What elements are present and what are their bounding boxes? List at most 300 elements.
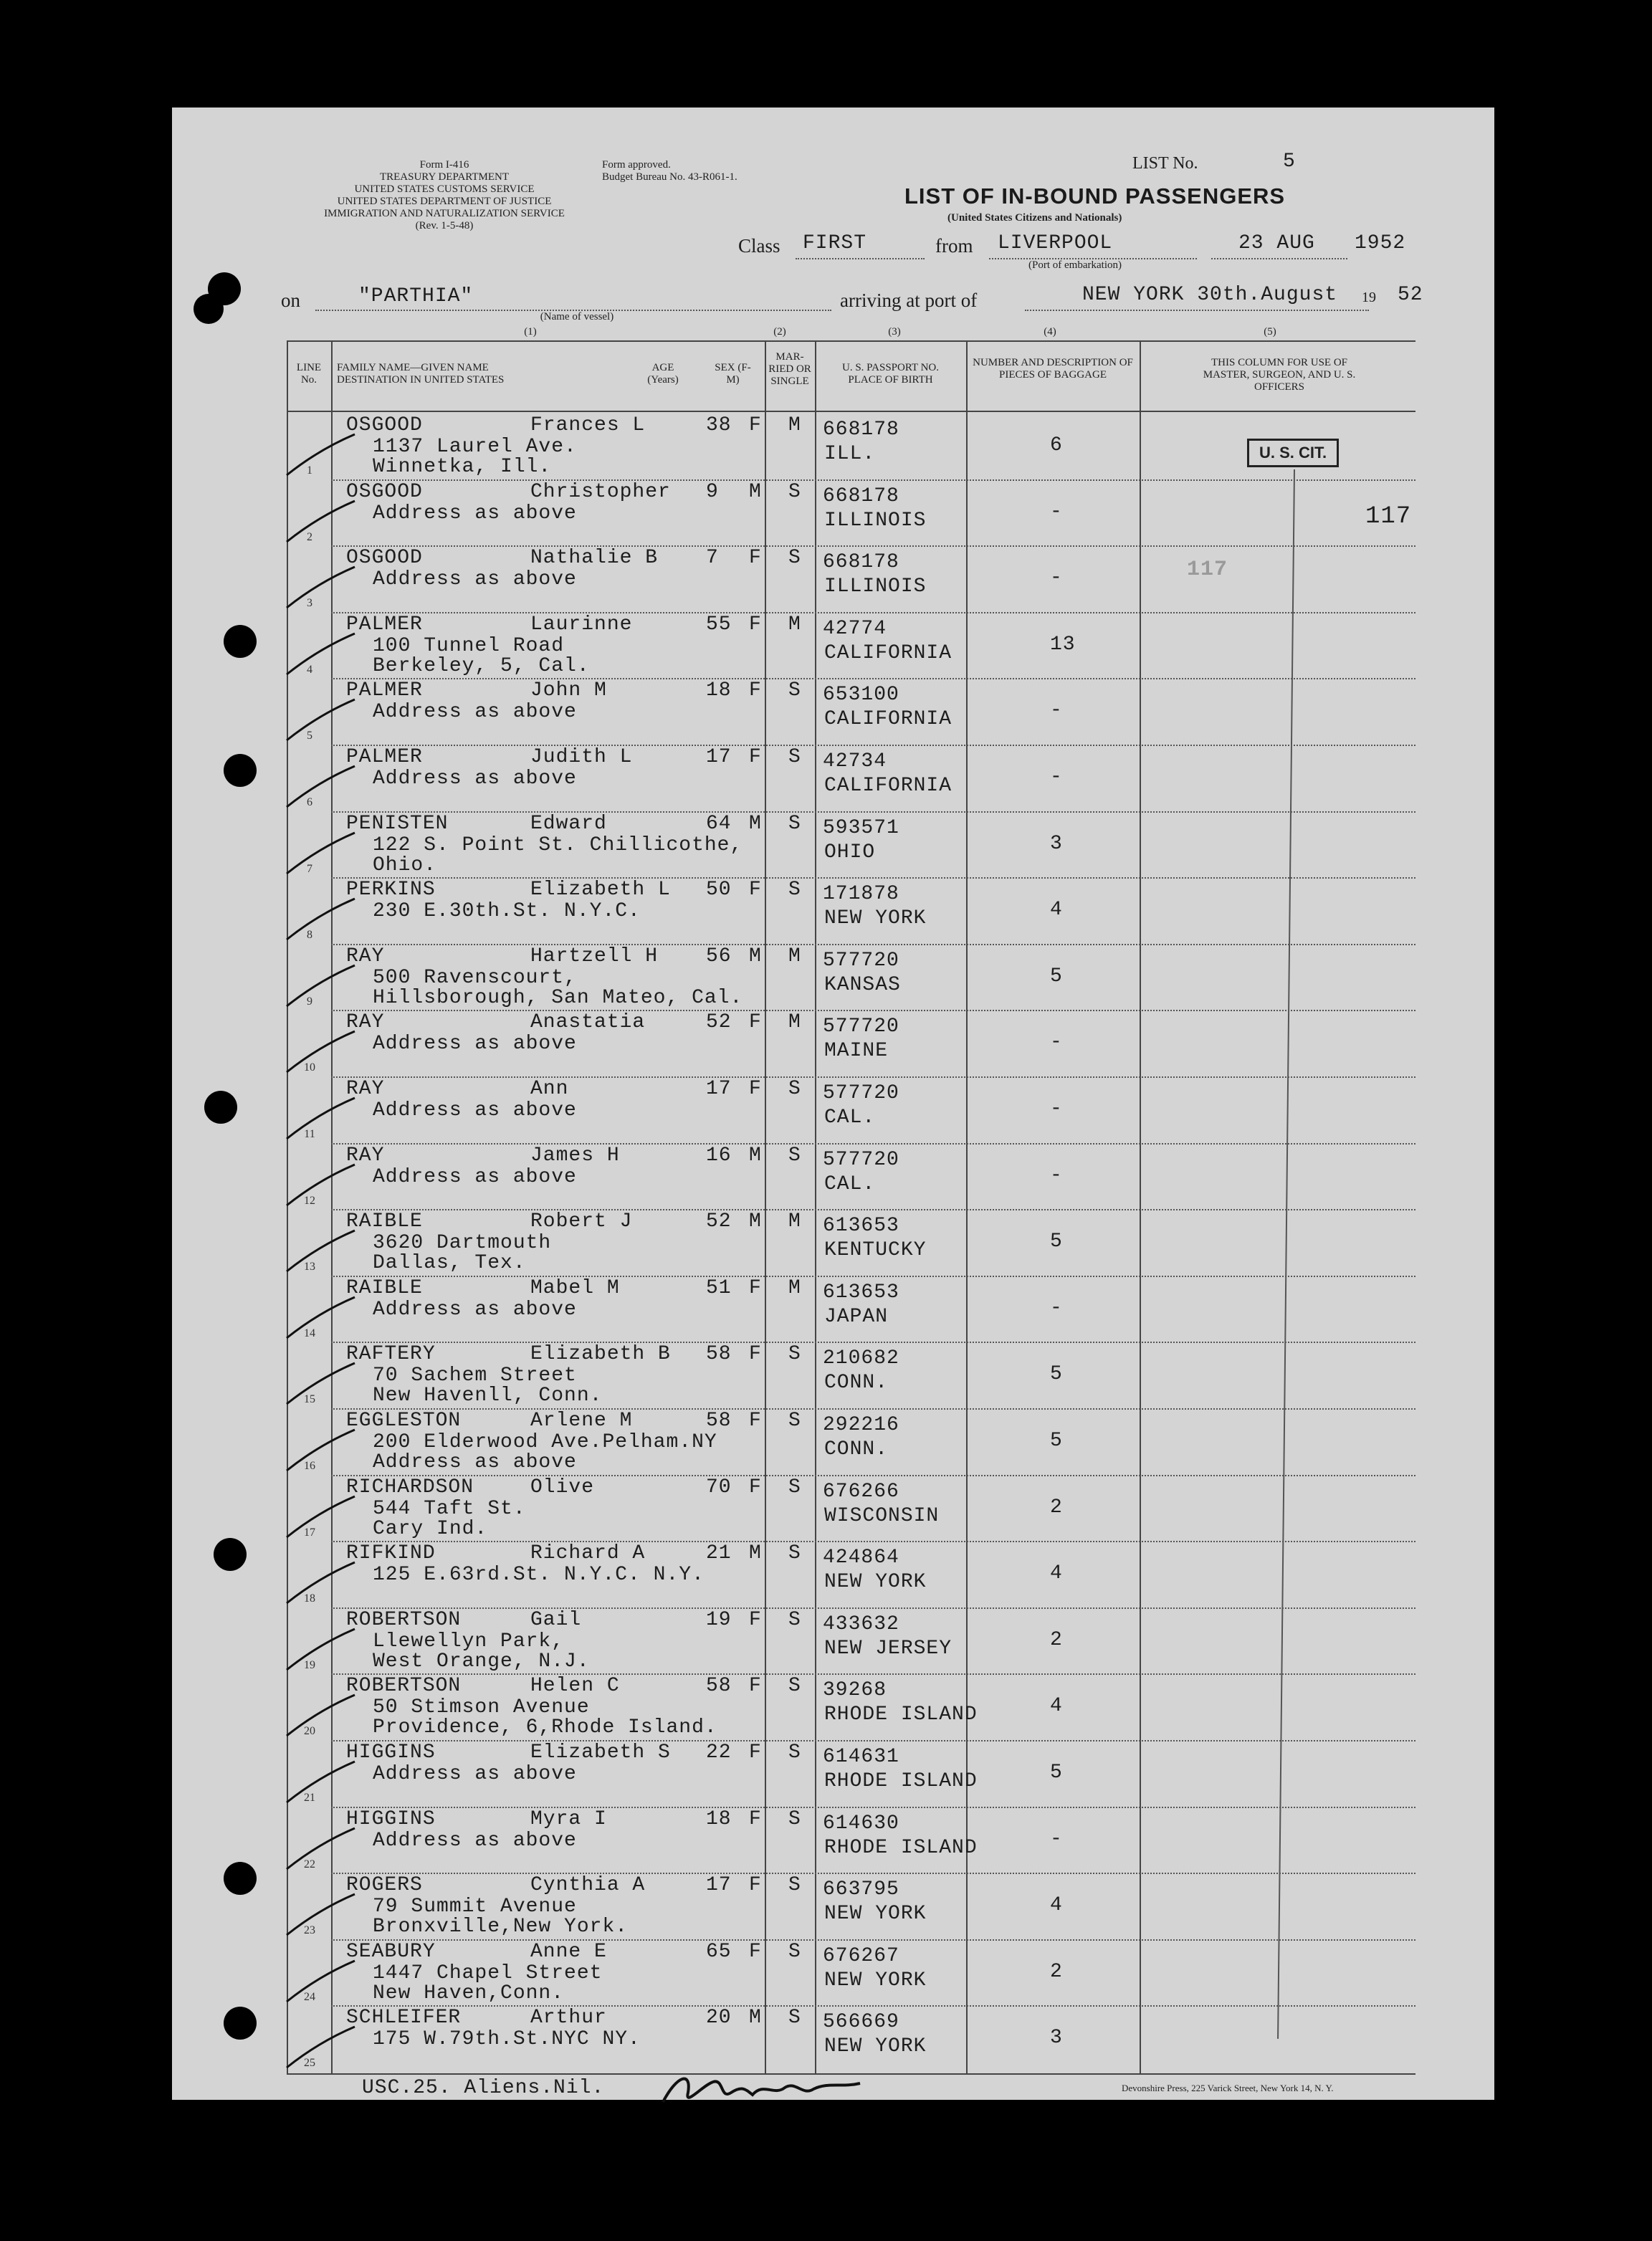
age: 21: [706, 1542, 732, 1565]
passport-number: 171878: [823, 883, 899, 906]
form-id-block: [287, 159, 602, 232]
place-of-birth: KANSAS: [824, 973, 901, 996]
revision-line: (Rev. 1-5-48): [415, 220, 474, 231]
given-name: Hartzell H: [530, 945, 659, 967]
col-divider: [1140, 340, 1141, 2075]
marital-status: S: [788, 1874, 801, 1897]
place-of-birth: WISCONSIN: [824, 1504, 940, 1527]
address-line-2: Cary Ind.: [373, 1517, 488, 1540]
col-header-name: FAMILY NAME—GIVEN NAME DESTINATION IN UNITED STATES: [337, 362, 505, 386]
age: 58: [706, 1343, 732, 1366]
check-mark: [283, 1424, 369, 1474]
arrival-value: NEW YORK 30th.August: [1082, 284, 1338, 306]
line-number: 19: [304, 1658, 315, 1671]
given-name: Anastatia: [530, 1011, 646, 1034]
check-mark: [283, 1689, 369, 1739]
address-line-1: Address as above: [373, 1829, 577, 1852]
list-label: LIST No.: [1132, 154, 1198, 173]
age: 38: [706, 414, 732, 436]
punch-hole: [214, 1538, 247, 1571]
page-subtitle: (United States Citizens and Nationals): [947, 212, 1122, 224]
line-number: 16: [304, 1460, 315, 1472]
line-number: 1: [307, 464, 312, 477]
given-name: Mabel M: [530, 1276, 620, 1299]
given-name: Laurinne: [530, 613, 633, 636]
check-mark: [283, 1291, 369, 1342]
sex: F: [749, 1410, 762, 1432]
baggage-count: 5: [1050, 965, 1063, 988]
passport-number: 577720: [823, 949, 899, 972]
side-number: 117: [1365, 503, 1412, 530]
passport-number: 39268: [823, 1679, 887, 1702]
line-number: 14: [304, 1327, 315, 1339]
place-of-birth: RHODE ISLAND: [824, 1836, 978, 1859]
family-name: PERKINS: [346, 879, 436, 902]
baggage-count: 13: [1050, 633, 1076, 656]
check-mark: [283, 1756, 369, 1806]
line-number: 24: [304, 1990, 315, 2003]
given-name: Anne E: [530, 1940, 607, 1963]
place-of-birth: NEW YORK: [824, 907, 927, 930]
place-of-birth: NEW YORK: [824, 1969, 927, 1992]
marital-status: M: [788, 414, 801, 436]
passport-number: 668178: [823, 484, 899, 507]
place-of-birth: RHODE ISLAND: [824, 1704, 978, 1726]
age: 50: [706, 879, 732, 902]
arrival-year-prefix: 19: [1362, 290, 1376, 305]
place-of-birth: MAINE: [824, 1040, 889, 1063]
given-name: Edward: [530, 812, 607, 835]
treasury-line: TREASURY DEPARTMENT: [379, 171, 510, 183]
row-divider: [331, 1076, 1415, 1078]
address-line-1: 230 E.30th.St. N.Y.C.: [373, 900, 641, 923]
passport-number: 613653: [823, 1281, 899, 1304]
given-name: Ann: [530, 1078, 569, 1100]
age: 17: [706, 1874, 732, 1897]
sex: F: [749, 613, 762, 636]
check-mark: [283, 628, 369, 678]
address-line-1: Address as above: [373, 1033, 577, 1056]
age: 64: [706, 812, 732, 835]
address-line-1: 100 Tunnel Road: [373, 634, 565, 657]
row-divider: [331, 1740, 1415, 1741]
sex: M: [749, 2007, 762, 2030]
address-line-1: 50 Stimson Avenue: [373, 1696, 590, 1719]
sex: F: [749, 1276, 762, 1299]
marital-status: S: [788, 1940, 801, 1963]
line-number: 17: [304, 1526, 315, 1539]
col-divider: [765, 340, 766, 2075]
age: 7: [706, 547, 719, 570]
punch-hole: [224, 1862, 257, 1895]
baggage-count: 4: [1050, 1894, 1063, 1917]
family-name: RAY: [346, 1078, 385, 1100]
year-value: 1952: [1355, 232, 1406, 254]
given-name: James H: [530, 1144, 620, 1167]
address-line-1: Address as above: [373, 502, 577, 525]
address-line-1: 122 S. Point St. Chillicothe,: [373, 833, 743, 856]
row-divider: [331, 1342, 1415, 1343]
age: 70: [706, 1476, 732, 1499]
address-line-1: Llewellyn Park,: [373, 1630, 565, 1653]
family-name: ROBERTSON: [346, 1675, 462, 1698]
baggage-count: 4: [1050, 1562, 1063, 1585]
passport-number: 424864: [823, 1547, 899, 1569]
officer-signature: [659, 2068, 867, 2111]
marital-status: S: [788, 547, 801, 570]
marital-status: S: [788, 1343, 801, 1366]
address-line-1: 1447 Chapel Street: [373, 1962, 603, 1984]
age: 17: [706, 746, 732, 768]
marital-status: S: [788, 746, 801, 768]
address-line-1: 500 Ravenscourt,: [373, 966, 577, 989]
arrival-year: 52: [1398, 284, 1423, 306]
place-of-birth: JAPAN: [824, 1305, 889, 1328]
line-number: 25: [304, 2057, 315, 2070]
marital-status: M: [788, 1276, 801, 1299]
address-line-1: 544 Taft St.: [373, 1497, 526, 1520]
check-mark: [283, 1357, 369, 1408]
row-divider: [331, 944, 1415, 945]
form-number: Form I-416: [419, 159, 469, 171]
baggage-count: 2: [1050, 1496, 1063, 1519]
given-name: Nathalie B: [530, 547, 659, 570]
given-name: Frances L: [530, 414, 646, 436]
sex: M: [749, 945, 762, 967]
punch-hole: [204, 1091, 237, 1124]
family-name: PALMER: [346, 613, 423, 636]
family-name: RAIBLE: [346, 1210, 423, 1233]
on-label: on: [281, 290, 300, 311]
baggage-count: -: [1050, 699, 1063, 722]
line-number: 18: [304, 1592, 315, 1605]
arrival-underline: [1025, 310, 1369, 311]
footer-summary: USC.25. Aliens.Nil.: [362, 2077, 605, 2099]
family-name: PALMER: [346, 746, 423, 768]
baggage-count: -: [1050, 1164, 1063, 1187]
address-line-1: 3620 Dartmouth: [373, 1232, 552, 1255]
sex: F: [749, 414, 762, 436]
age: 55: [706, 613, 732, 636]
address-line-2: West Orange, N.J.: [373, 1650, 590, 1673]
from-label: from: [935, 235, 973, 257]
age: 58: [706, 1410, 732, 1432]
ins-line: IMMIGRATION AND NATURALIZATION SERVICE: [324, 208, 565, 219]
line-number: 15: [304, 1393, 315, 1406]
age: 9: [706, 480, 719, 503]
col-num: (2): [773, 326, 786, 338]
marital-status: M: [788, 1210, 801, 1233]
check-mark: [283, 1026, 369, 1076]
sex: F: [749, 746, 762, 768]
baggage-count: 4: [1050, 1695, 1063, 1718]
faded-number: 117: [1187, 558, 1228, 582]
place-of-birth: ILLINOIS: [824, 575, 927, 598]
sex: M: [749, 1144, 762, 1167]
given-name: Elizabeth L: [530, 879, 671, 902]
baggage-count: 4: [1050, 899, 1063, 922]
address-line-2: Address as above: [373, 1451, 577, 1473]
age: 22: [706, 1741, 732, 1764]
col-header-officers: THIS COLUMN FOR USE OF MASTER, SURGEON, AND U. S. OFFICERS: [1203, 357, 1356, 393]
marital-status: S: [788, 1542, 801, 1565]
baggage-count: 6: [1050, 434, 1063, 457]
passport-number: 614631: [823, 1746, 899, 1768]
col-num: (4): [1044, 326, 1056, 338]
passport-number: 676266: [823, 1480, 899, 1503]
port-caption: (Port of embarkation): [1028, 259, 1122, 271]
place-of-birth: OHIO: [824, 841, 876, 864]
sex: M: [749, 812, 762, 835]
family-name: SCHLEIFER: [346, 2007, 462, 2030]
place-of-birth: CONN.: [824, 1438, 889, 1461]
check-mark: [283, 2021, 369, 2071]
row-divider: [331, 1276, 1415, 1277]
marital-status: S: [788, 1144, 801, 1167]
line-number: 12: [304, 1194, 315, 1207]
passport-number: 613653: [823, 1215, 899, 1238]
age: 65: [706, 1940, 732, 1963]
given-name: Arlene M: [530, 1410, 633, 1432]
address-line-1: Address as above: [373, 1165, 577, 1188]
row-divider: [331, 1010, 1415, 1011]
passport-number: 42774: [823, 617, 887, 640]
marital-status: S: [788, 879, 801, 902]
baggage-count: 2: [1050, 1628, 1063, 1651]
baggage-count: -: [1050, 1296, 1063, 1319]
marital-status: S: [788, 1078, 801, 1100]
sex: F: [749, 1940, 762, 1963]
page-title: LIST OF IN-BOUND PASSENGERS: [904, 183, 1286, 209]
check-mark: [283, 893, 369, 943]
address-line-1: 1137 Laurel Ave.: [373, 436, 577, 458]
passport-number: 676267: [823, 1944, 899, 1967]
sex: F: [749, 879, 762, 902]
line-number: 20: [304, 1725, 315, 1738]
customs-line: UNITED STATES CUSTOMS SERVICE: [354, 183, 535, 195]
check-mark: [283, 960, 369, 1010]
address-line-2: Hillsborough, San Mateo, Cal.: [373, 986, 743, 1009]
baggage-count: 5: [1050, 1231, 1063, 1253]
row-divider: [331, 1807, 1415, 1808]
row-divider: [331, 1607, 1415, 1609]
list-number: 5: [1283, 150, 1296, 173]
family-name: ROGERS: [346, 1874, 423, 1897]
given-name: John M: [530, 679, 607, 702]
address-line-1: 70 Sachem Street: [373, 1365, 577, 1387]
family-name: RAY: [346, 945, 385, 967]
table-top-border: [287, 340, 1415, 342]
age: 58: [706, 1675, 732, 1698]
bureau-line: Budget Bureau No. 43-R061-1.: [602, 171, 737, 183]
age: 16: [706, 1144, 732, 1167]
class-underline: [796, 258, 925, 259]
family-name: RAY: [346, 1144, 385, 1167]
line-number: 11: [304, 1128, 315, 1140]
sex: F: [749, 1741, 762, 1764]
family-name: OSGOOD: [346, 414, 423, 436]
sex: F: [749, 1343, 762, 1366]
family-name: RAIBLE: [346, 1276, 423, 1299]
given-name: Elizabeth S: [530, 1741, 671, 1764]
line-number: 10: [304, 1061, 315, 1074]
baggage-count: -: [1050, 1098, 1063, 1120]
address-line-1: Address as above: [373, 1099, 577, 1122]
age: 18: [706, 1807, 732, 1830]
check-mark: [283, 1225, 369, 1275]
row-divider: [331, 1673, 1415, 1675]
passport-number: 577720: [823, 1148, 899, 1171]
line-number: 13: [304, 1261, 315, 1274]
marital-status: M: [788, 613, 801, 636]
marital-status: S: [788, 812, 801, 835]
line-number: 6: [307, 796, 312, 808]
check-mark: [283, 1557, 369, 1607]
punch-hole: [224, 754, 257, 787]
marital-status: M: [788, 1011, 801, 1034]
approval-block: [602, 159, 737, 183]
address-line-1: 125 E.63rd.St. N.Y.C. N.Y.: [373, 1564, 705, 1587]
family-name: EGGLESTON: [346, 1410, 462, 1432]
marital-status: S: [788, 1410, 801, 1432]
address-line-2: Providence, 6,Rhode Island.: [373, 1716, 717, 1739]
given-name: Myra I: [530, 1807, 607, 1830]
family-name: RAY: [346, 1011, 385, 1034]
marital-status: S: [788, 1807, 801, 1830]
age: 19: [706, 1608, 732, 1631]
address-line-2: Dallas, Tex.: [373, 1252, 526, 1275]
justice-line: UNITED STATES DEPARTMENT OF JUSTICE: [337, 196, 552, 207]
passport-number: 210682: [823, 1347, 899, 1370]
address-line-1: Address as above: [373, 1763, 577, 1785]
sex: F: [749, 1078, 762, 1100]
family-name: RIFKIND: [346, 1542, 436, 1565]
row-divider: [331, 545, 1415, 547]
baggage-count: -: [1050, 1827, 1063, 1850]
check-mark: [283, 694, 369, 744]
place-of-birth: NEW YORK: [824, 1571, 927, 1594]
passport-number: 577720: [823, 1016, 899, 1038]
marital-status: S: [788, 1608, 801, 1631]
place-of-birth: ILLINOIS: [824, 509, 927, 532]
col-header-married: MAR-RIED OR SINGLE: [768, 351, 811, 387]
age: 52: [706, 1210, 732, 1233]
place-of-birth: NEW YORK: [824, 1903, 927, 1926]
address-line-1: Address as above: [373, 1298, 577, 1321]
marital-status: S: [788, 480, 801, 503]
check-mark: [283, 827, 369, 877]
sex: F: [749, 1807, 762, 1830]
address-line-2: New Havenll, Conn.: [373, 1385, 603, 1408]
marital-status: S: [788, 1476, 801, 1499]
passport-number: 668178: [823, 419, 899, 441]
place-of-birth: RHODE ISLAND: [824, 1770, 978, 1792]
port-value: LIVERPOOL: [998, 232, 1113, 254]
address-line-1: Address as above: [373, 568, 577, 591]
line-number: 3: [307, 597, 312, 610]
place-of-birth: ILL.: [824, 443, 876, 465]
line-number: 9: [307, 995, 312, 1008]
passport-number: 566669: [823, 2011, 899, 2034]
line-number: 2: [307, 530, 312, 543]
check-mark: [283, 1092, 369, 1142]
family-name: HIGGINS: [346, 1741, 436, 1764]
row-divider: [331, 612, 1415, 613]
row-divider: [331, 1541, 1415, 1542]
marital-status: M: [788, 945, 801, 967]
age: 56: [706, 945, 732, 967]
age: 20: [706, 2007, 732, 2030]
place-of-birth: KENTUCKY: [824, 1239, 927, 1262]
printer-imprint: Devonshire Press, 225 Varick Street, New York 14, N. Y.: [1122, 2083, 1334, 2093]
baggage-count: -: [1050, 500, 1063, 523]
passport-number: 614630: [823, 1812, 899, 1835]
baggage-count: -: [1050, 1031, 1063, 1054]
marital-status: S: [788, 1675, 801, 1698]
punch-hole: [224, 625, 257, 658]
class-value: FIRST: [803, 232, 867, 254]
punch-hole: [224, 2007, 257, 2040]
place-of-birth: NEW YORK: [824, 2035, 927, 2058]
marital-status: S: [788, 2007, 801, 2030]
check-mark: [283, 1623, 369, 1673]
place-of-birth: CALIFORNIA: [824, 708, 952, 731]
family-name: PENISTEN: [346, 812, 449, 835]
given-name: Richard A: [530, 1542, 646, 1565]
age: 52: [706, 1011, 732, 1034]
baggage-count: 5: [1050, 1430, 1063, 1452]
date-underline: [1211, 258, 1347, 259]
family-name: ROBERTSON: [346, 1608, 462, 1631]
sex: F: [749, 547, 762, 570]
approval-line: Form approved.: [602, 159, 671, 171]
col-num: (1): [524, 326, 537, 338]
class-label: Class: [738, 235, 780, 257]
given-name: Olive: [530, 1476, 595, 1499]
check-mark: [283, 561, 369, 611]
col-header-sex: SEX (F-M): [715, 362, 751, 386]
line-number: 8: [307, 929, 312, 942]
given-name: Christopher: [530, 480, 671, 503]
baggage-count: 3: [1050, 832, 1063, 855]
col-num: (5): [1264, 326, 1276, 338]
row-divider: [331, 1143, 1415, 1145]
check-mark: [283, 429, 369, 479]
marital-status: S: [788, 679, 801, 702]
line-number: 23: [304, 1924, 315, 1937]
row-divider: [331, 1475, 1415, 1476]
col-divider: [966, 340, 968, 2075]
col-header-passport: U. S. PASSPORT NO. PLACE OF BIRTH: [842, 362, 939, 386]
passport-number: 292216: [823, 1414, 899, 1436]
vessel-caption: (Name of vessel): [540, 311, 614, 322]
passport-number: 663795: [823, 1878, 899, 1901]
row-divider: [331, 1873, 1415, 1874]
place-of-birth: CONN.: [824, 1372, 889, 1395]
col-header-line: LINE No.: [296, 362, 322, 386]
check-mark: [283, 1955, 369, 2005]
place-of-birth: CAL.: [824, 1107, 876, 1129]
check-mark: [283, 495, 369, 545]
sex: F: [749, 679, 762, 702]
given-name: Judith L: [530, 746, 633, 768]
sex: F: [749, 1011, 762, 1034]
row-divider: [331, 2005, 1415, 2007]
given-name: Helen C: [530, 1675, 620, 1698]
vessel-value: "PARTHIA": [358, 285, 474, 307]
arriving-label: arriving at port of: [840, 290, 978, 311]
age: 17: [706, 1078, 732, 1100]
